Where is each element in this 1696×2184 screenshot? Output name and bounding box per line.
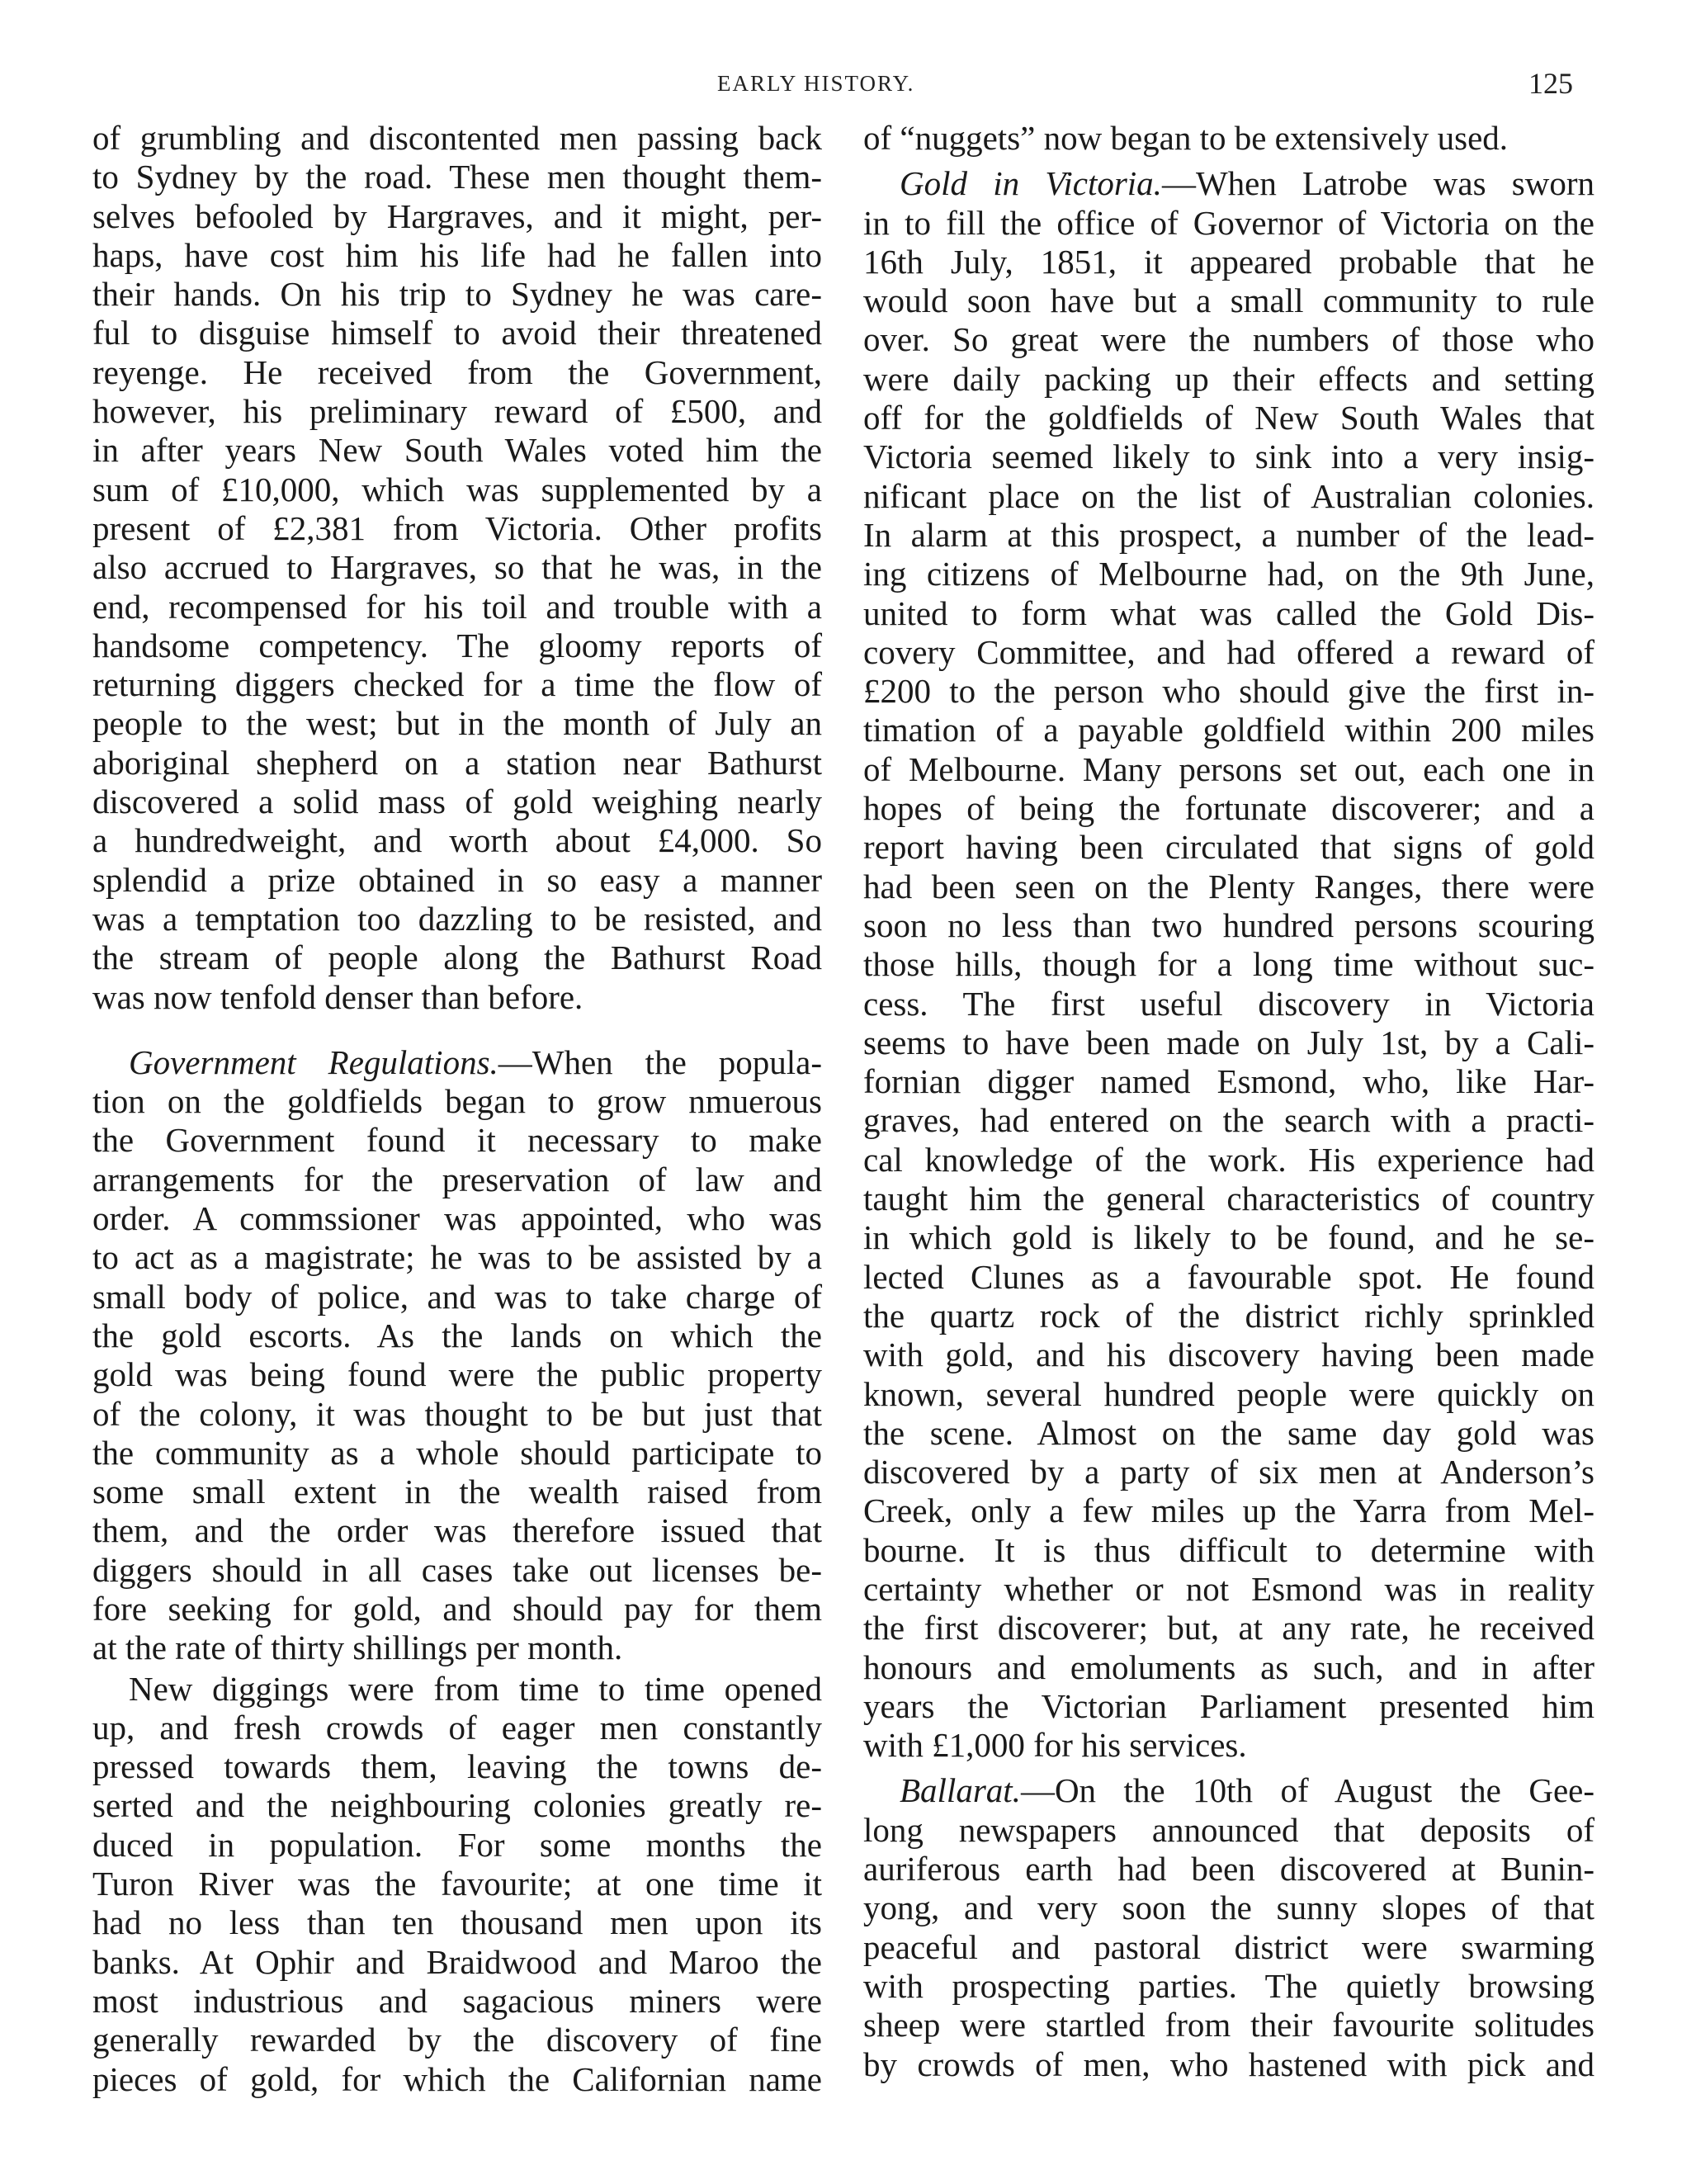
text-line: was a temptation too dazzling to be resisted, and [92,899,822,938]
text-line: to act as a magistrate; he was to be assisted by a [92,1238,822,1277]
text-line: the scene. Almost on the same day gold was [863,1413,1594,1452]
text-line: honours and emoluments as such, and in after [863,1647,1594,1686]
text-line: hopes of being the fortunate discoverer; and a [863,789,1594,828]
text-line: selves befooled by Hargraves, and it might, per- [92,196,822,235]
text-line: of “nuggets” now began to be extensively used. [863,119,1509,157]
text-line: report having been circulated that signs of gold [863,828,1594,867]
text-line: discovered by a party of six men at Anderson’s [863,1453,1594,1491]
text-line: was now tenfold denser than before. [92,977,583,1016]
text-line: seems to have been made on July 1st, by a Cali- [863,1023,1594,1061]
text-line: in to fill the office of Governor of Victoria on the [863,203,1594,242]
text-line: gold was being found were the public property [92,1355,822,1394]
text-line: reyenge. He received from the Government, [92,352,822,391]
text-line: with prospecting parties. The quietly browsing [863,1966,1594,2005]
text-line: generally rewarded by the discovery of fine [92,2021,822,2059]
text-line: fornian digger named Esmond, who, like Har- [863,1062,1594,1101]
text-line: had no less than ten thousand men upon its [92,1903,822,1942]
text-line: people to the west; but in the month of July an [92,704,822,743]
section-heading: Ballarat. [900,1771,1021,1810]
text-line: cal knowledge of the work. His experience had [863,1140,1594,1179]
text-line: cess. The first useful discovery in Victoria [863,984,1594,1023]
text-line: In alarm at this prospect, a number of the lead- [863,515,1594,554]
running-head: EARLY HISTORY. [717,71,915,96]
text-line: with £1,000 for his services. [863,1726,1247,1765]
text-line: their hands. On his trip to Sydney he was care- [92,275,822,314]
text-line: splendid a prize obtained in so easy a manner [92,860,822,899]
line-text: —When Latrobe was sworn [1161,164,1594,203]
text-line: yong, and very soon the sunny slopes of that [863,1889,1594,1927]
text-line: end, recompensed for his toil and trouble with a [92,587,822,626]
text-line: taught him the general characteristics of country [863,1179,1594,1218]
text-line: of grumbling and discontented men passing back [92,119,822,157]
text-line: Creek, only a few miles up the Yarra from Mel- [863,1491,1594,1530]
text-line: certainty whether or not Esmond was in reality [863,1569,1594,1608]
paragraph-first-line: New diggings were from time to time opened [129,1669,822,1708]
text-line: the first discoverer; but, at any rate, he received [863,1609,1594,1647]
text-line: present of £2,381 from Victoria. Other profits [92,508,822,547]
text-line: also accrued to Hargraves, so that he was, in the [92,548,822,587]
paragraph-first-line [92,1043,822,1082]
text-line: of the colony, it was thought to be but just that [92,1394,822,1433]
text-line: with gold, and his discovery having been made [863,1335,1594,1374]
text-line: at the rate of thirty shillings per month. [92,1629,623,1667]
paragraph-gold-in-victoria [863,164,1594,1765]
text-line: long newspapers announced that deposits of [863,1810,1594,1849]
text-line: auriferous earth had been discovered at Bunin- [863,1850,1594,1889]
text-line: ing citizens of Melbourne had, on the 9th June, [863,555,1594,593]
text-line: 16th July, 1851, it appeared probable that he [863,242,1594,281]
text-line: nificant place on the list of Australian colonies. [863,476,1594,515]
text-line: the Government found it necessary to make [92,1121,822,1160]
line-text: —On the 10th of August the Gee- [1020,1771,1594,1810]
text-line: known, several hundred people were quickly on [863,1374,1594,1413]
text-line: handsome competency. The gloomy reports of [92,626,822,664]
text-line: pieces of gold, for which the Californian name [92,2059,822,2098]
text-line: pressed towards them, leaving the towns de- [92,1747,822,1786]
paragraph-hargraves-reward [92,119,822,1017]
text-line: aboriginal shepherd on a station near Bathurst [92,743,822,782]
text-line: the stream of people along the Bathurst Road [92,938,822,977]
text-line: returning diggers checked for a time the flow of [92,665,822,704]
text-line: peaceful and pastoral district were swarming [863,1927,1594,1966]
paragraph-ballarat [863,1771,1594,2083]
text-line: were daily packing up their effects and setting [863,359,1594,398]
text-line: order. A commssioner was appointed, who was [92,1199,822,1238]
text-line: however, his preliminary reward of £500, and [92,392,822,431]
text-line: lected Clunes as a favourable spot. He found [863,1257,1594,1296]
text-line: haps, have cost him his life had he fallen into [92,235,822,274]
left-column [92,119,822,2099]
text-line: Turon River was the favourite; at one time it [92,1865,822,1903]
text-line: years the Victorian Parliament presented him [863,1686,1594,1725]
text-line: to Sydney by the road. These men thought them- [92,158,822,196]
section-heading: Gold in Victoria. [900,164,1162,203]
paragraph-government-regulations [92,1043,822,1668]
paragraph-nuggets-continued [863,119,1594,158]
text-line: graves, had entered on the search with a practi- [863,1101,1594,1140]
paragraph-first-line [863,1771,1594,1810]
text-line: the community as a whole should participate to [92,1433,822,1472]
text-line: duced in population. For some months the [92,1825,822,1864]
text-line: those hills, though for a long time without suc- [863,945,1594,984]
text-line: covery Committee, and had offered a reward of [863,632,1594,671]
text-line: had been seen on the Plenty Ranges, there were [863,867,1594,905]
text-line: over. So great were the numbers of those who [863,320,1594,359]
text-line: the quartz rock of the district richly sprinkled [863,1296,1594,1335]
text-line: in which gold is likely to be found, and he se- [863,1218,1594,1257]
text-line: tion on the goldfields began to grow nmuerous [92,1082,822,1121]
text-line: a hundredweight, and worth about £4,000. So [92,821,822,860]
text-line: off for the goldfields of New South Wales that [863,399,1594,437]
text-line: by crowds of men, who hastened with pick and [863,2045,1594,2083]
text-line: fore seeking for gold, and should pay for them [92,1589,822,1628]
text-line: of Melbourne. Many persons set out, each one in [863,749,1594,788]
text-line: most industrious and sagacious miners were [92,1981,822,2020]
text-line: would soon have but a small community to rule [863,281,1594,320]
right-column [863,119,1594,2084]
text-line: Victoria seemed likely to sink into a very insig- [863,437,1594,476]
text-line: arrangements for the preservation of law and [92,1160,822,1198]
text-line: them, and the order was therefore issued that [92,1511,822,1550]
text-line: ful to disguise himself to avoid their threatened [92,314,822,352]
page-number: 125 [1528,67,1573,100]
paragraph-first-line [863,164,1594,203]
text-line: in after years New South Wales voted him the [92,431,822,470]
text-line: £200 to the person who should give the first in- [863,672,1594,711]
text-line: united to form what was called the Gold Dis- [863,593,1594,632]
text-line: small body of police, and was to take charge of [92,1277,822,1316]
text-line: up, and fresh crowds of eager men constantly [92,1708,822,1747]
text-line: serted and the neighbouring colonies greatly re- [92,1786,822,1825]
line-text: —When the popula- [498,1042,822,1081]
text-line: some small extent in the wealth raised from [92,1473,822,1511]
text-line: diggers should in all cases take out licenses be- [92,1550,822,1589]
text-line: soon no less than two hundred persons scouring [863,905,1594,944]
paragraph-new-diggings [92,1670,822,2099]
text-line: timation of a payable goldfield within 200 miles [863,711,1594,749]
text-line: banks. At Ophir and Braidwood and Maroo the [92,1942,822,1981]
text-line: the gold escorts. As the lands on which the [92,1316,822,1354]
section-heading: Government Regulations. [129,1042,498,1081]
text-line: sheep were startled from their favourite solitudes [863,2006,1594,2045]
text-line: bourne. It is thus difficult to determine with [863,1530,1594,1569]
text-line: discovered a solid mass of gold weighing nearly [92,782,822,821]
text-line: sum of £10,000, which was supplemented by a [92,470,822,508]
